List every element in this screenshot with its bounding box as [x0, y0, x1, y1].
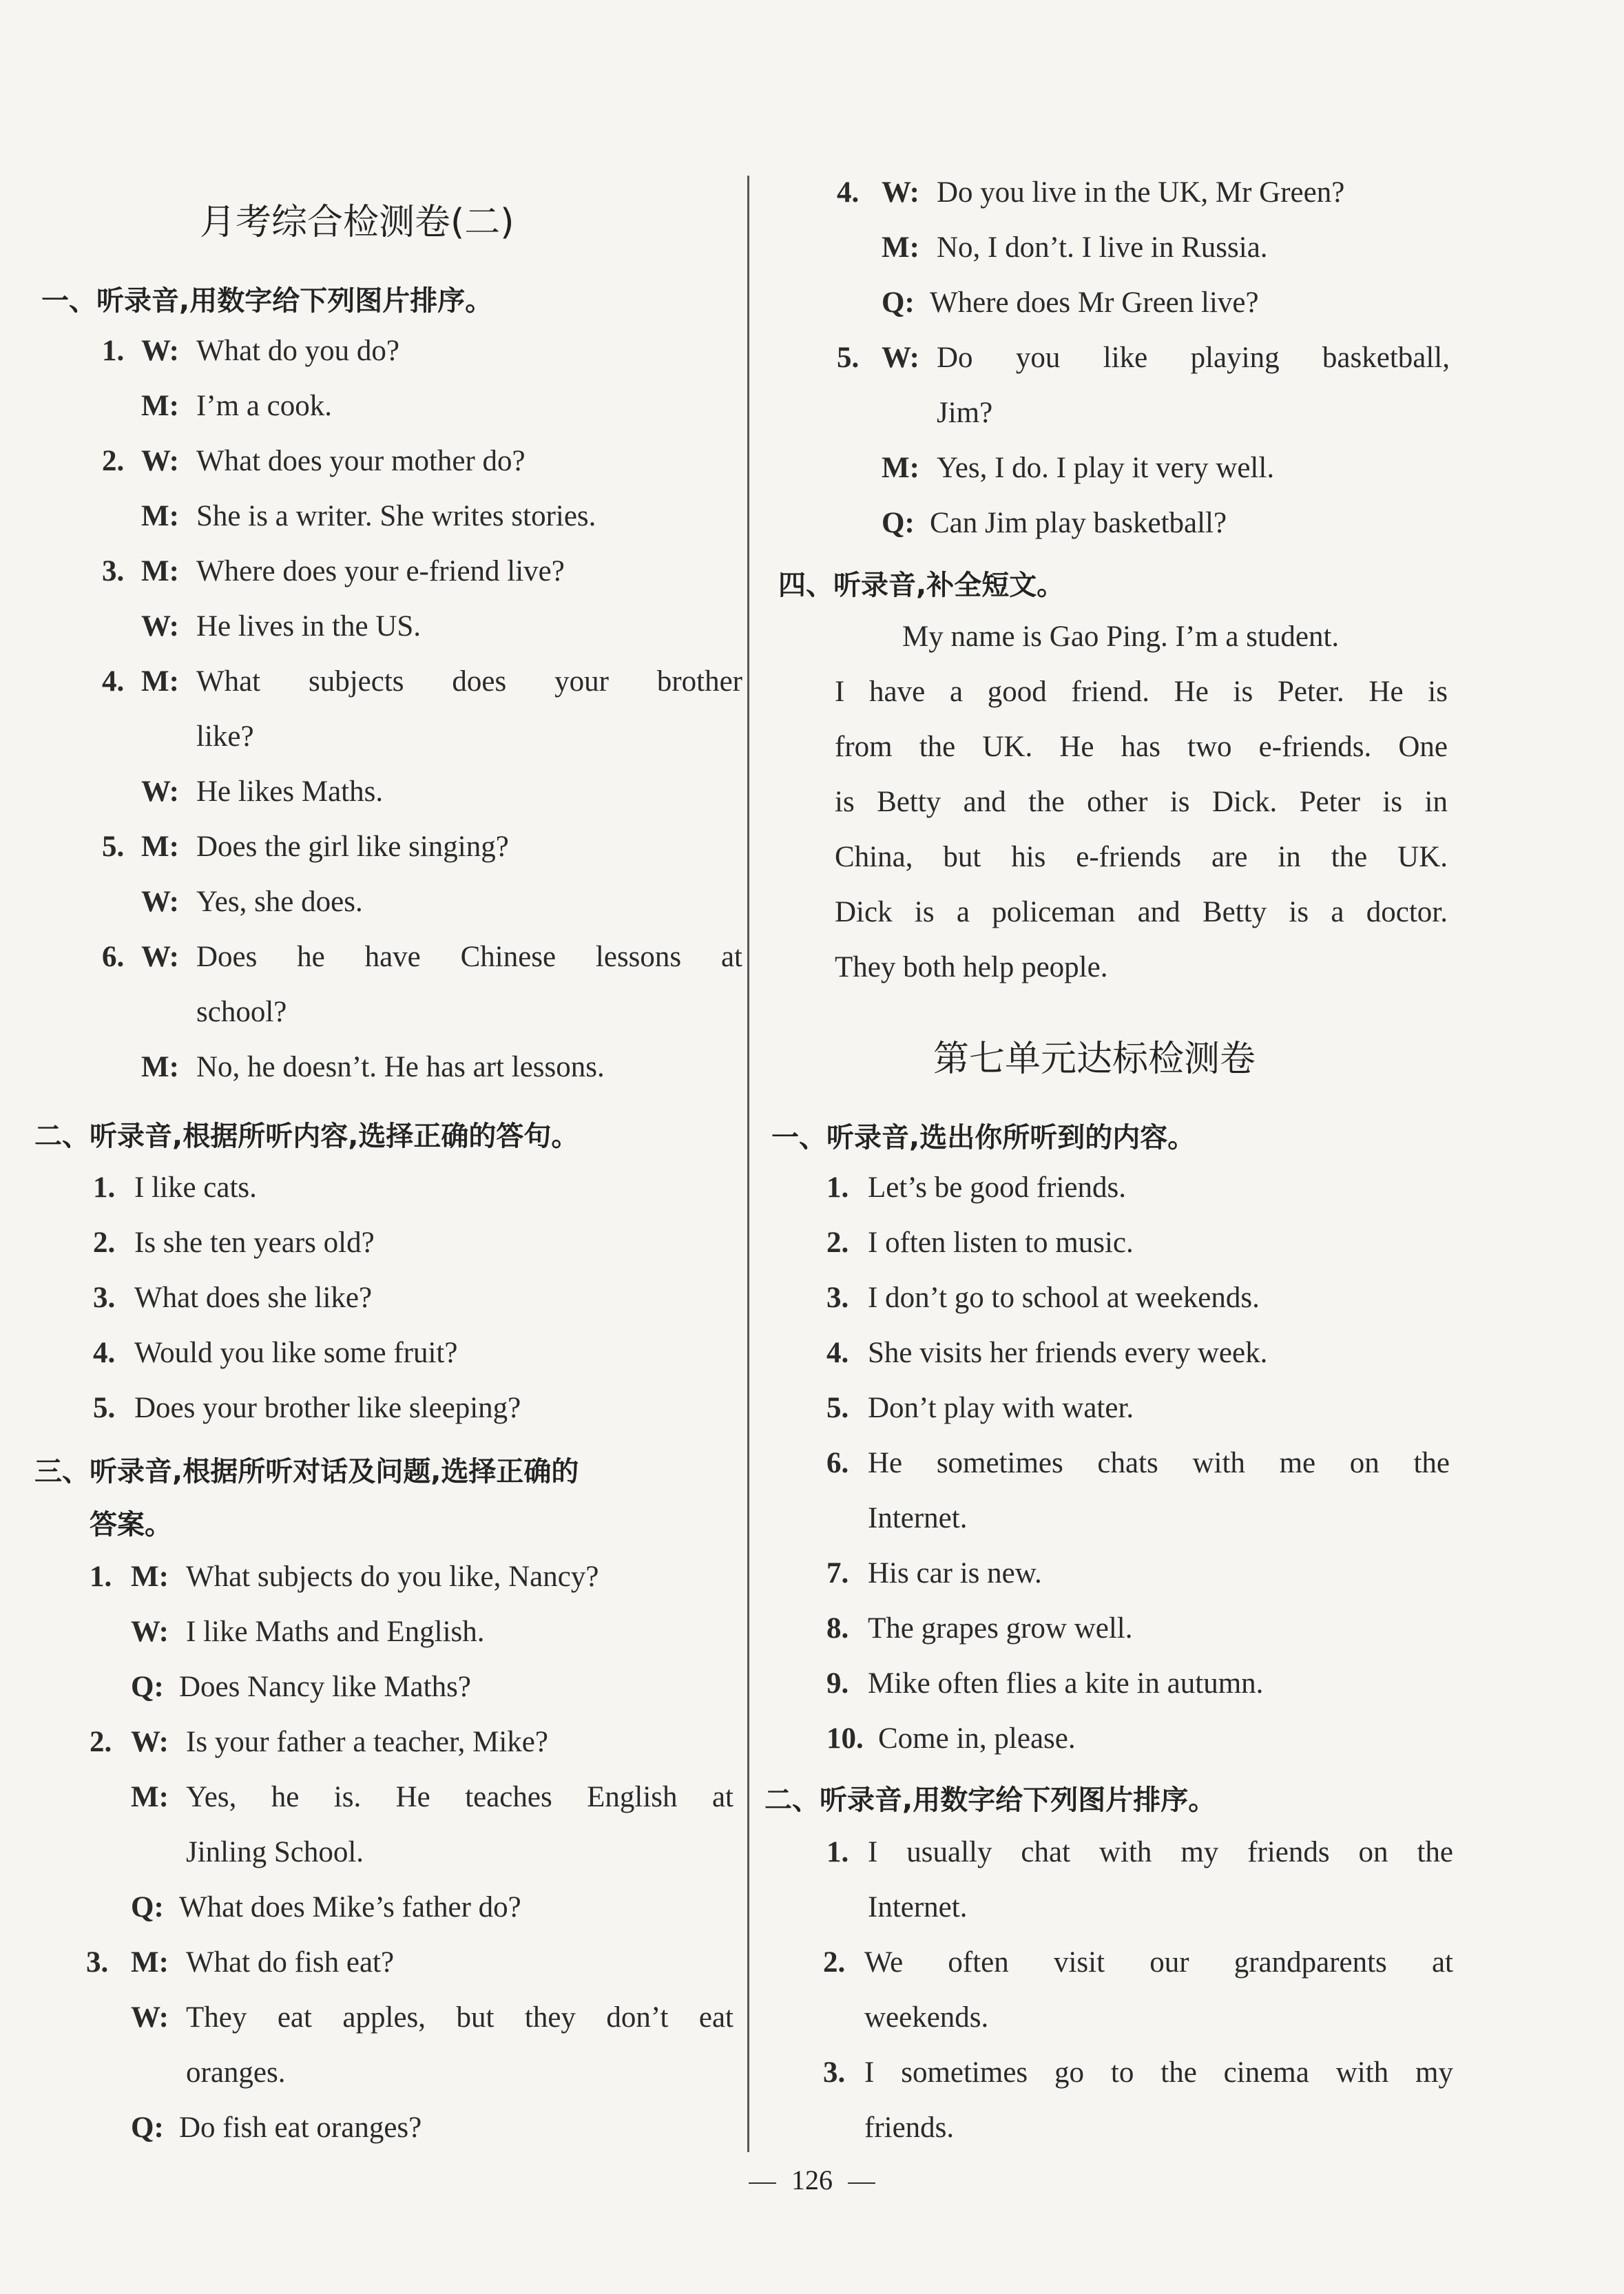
item-number: 3. — [93, 1282, 116, 1314]
dialogue-text: What does Mike’s father do? — [179, 1891, 521, 1923]
sentence-continuation: Internet. — [868, 1891, 968, 1923]
sentence-text: I often listen to music. — [868, 1227, 1134, 1259]
sentence-continuation: friends. — [864, 2111, 955, 2144]
sentence-text: Mike often flies a kite in autumn. — [868, 1667, 1264, 1700]
list-item — [823, 1946, 1453, 1979]
sentence-text: Would you like some fruit? — [134, 1337, 458, 1369]
list-item — [86, 1946, 394, 1979]
section-heading-1: 一、听录音,用数字给下列图片排序。 — [41, 285, 493, 317]
item-number: 5. — [837, 342, 860, 374]
list-item — [826, 1446, 1450, 1480]
passage-line: They both help people. — [835, 951, 1108, 983]
dialogue-text: Where does your e-friend live? — [196, 555, 565, 587]
item-number: 4. — [102, 665, 125, 698]
dialogue-text: Yes, he is. He teaches English at — [186, 1781, 733, 1813]
section-heading-2: 二、听录音,根据所听内容,选择正确的答句。 — [34, 1120, 579, 1152]
item-number: 8. — [826, 1612, 849, 1645]
passage-line: China, but his e-friends are in the UK. — [835, 841, 1448, 873]
dialogue-text: I’m a cook. — [196, 390, 333, 422]
sentence-text: He sometimes chats with me on the — [868, 1447, 1450, 1479]
item-number: 6. — [826, 1447, 849, 1479]
dialogue-text: Does Nancy like Maths? — [179, 1671, 471, 1703]
speaker-label: W: — [141, 886, 179, 918]
speaker-label: Q: — [882, 286, 915, 319]
test-title-unit7: 第七单元达标检测卷 — [933, 1039, 1256, 1080]
list-item — [93, 1226, 375, 1260]
sentence-text: We often visit our grandparents at — [864, 1946, 1453, 1979]
item-number: 2. — [102, 445, 125, 477]
sentence-text: Let’s be good friends. — [868, 1171, 1126, 1204]
sentence-text: Does your brother like sleeping? — [134, 1392, 521, 1424]
dialogue-text: He lives in the US. — [196, 610, 421, 643]
dialogue-text: What subjects does your brother — [196, 665, 742, 698]
list-item — [882, 506, 1227, 540]
sentence-text: Come in, please. — [878, 1722, 1076, 1755]
sentence-text: I sometimes go to the cinema with my — [864, 2056, 1453, 2089]
list-item — [141, 389, 332, 423]
list-item — [823, 2056, 1453, 2089]
list-item — [131, 2001, 733, 2034]
item-number: 2. — [93, 1227, 116, 1259]
list-item — [93, 1171, 257, 1205]
sentence-text: She visits her friends every week. — [868, 1337, 1268, 1369]
unit-section-heading-2: 二、听录音,用数字给下列图片排序。 — [764, 1784, 1216, 1816]
speaker-label: W: — [131, 2001, 169, 2034]
item-number: 6. — [102, 941, 125, 973]
dialogue-text: What does your mother do? — [196, 445, 525, 477]
dialogue-continuation: school? — [196, 996, 287, 1028]
list-item — [882, 231, 1268, 264]
dialogue-text: What do you do? — [196, 335, 399, 367]
item-number: 3. — [102, 555, 125, 587]
item-number: 5. — [826, 1392, 849, 1424]
page-number: 126 — [791, 2165, 833, 2196]
list-item — [141, 1050, 605, 1084]
speaker-label: M: — [131, 1781, 169, 1813]
item-number: 4. — [837, 176, 860, 209]
dialogue-text: Does the girl like singing? — [196, 831, 509, 863]
dialogue-text: Does he have Chinese lessons at — [196, 941, 742, 973]
unit-section-heading-1: 一、听录音,选出你所听到的内容。 — [771, 1122, 1196, 1154]
item-number: 7. — [826, 1557, 849, 1589]
list-item — [882, 286, 1259, 320]
list-item — [826, 1336, 1267, 1370]
dialogue-text: Do you like playing basketball, — [937, 342, 1450, 374]
item-number: 2. — [826, 1227, 849, 1259]
list-item — [131, 1780, 733, 1814]
list-item — [102, 665, 742, 698]
list-item — [131, 1615, 485, 1649]
section-heading-3: 三、听录音,根据所听对话及问题,选择正确的 — [34, 1456, 579, 1488]
speaker-label: M: — [882, 231, 919, 264]
speaker-label: W: — [141, 610, 179, 643]
speaker-label: M: — [141, 1051, 179, 1083]
dialogue-text: No, I don’t. I live in Russia. — [937, 231, 1268, 264]
column-divider — [747, 176, 749, 2152]
item-number: 1. — [826, 1171, 849, 1204]
dialogue-text: I like Maths and English. — [186, 1616, 485, 1648]
speaker-label: Q: — [131, 1671, 164, 1703]
list-item — [90, 1560, 598, 1594]
item-number: 1. — [90, 1561, 112, 1593]
list-item — [93, 1336, 457, 1370]
dialogue-continuation: Jinling School. — [186, 1836, 364, 1868]
list-item — [826, 1612, 1132, 1645]
sentence-text: The grapes grow well. — [868, 1612, 1133, 1645]
speaker-label: M: — [141, 500, 179, 532]
list-item — [102, 554, 565, 588]
speaker-label: W: — [141, 775, 179, 808]
speaker-label: Q: — [131, 1891, 164, 1923]
item-number: 9. — [826, 1667, 849, 1700]
passage-line: is Betty and the other is Dick. Peter is in — [835, 786, 1448, 818]
sentence-text: What does she like? — [134, 1282, 373, 1314]
list-item — [131, 1670, 471, 1704]
item-number: 2. — [823, 1946, 846, 1979]
speaker-label: W: — [131, 1726, 169, 1758]
sentence-text: Don’t play with water. — [868, 1392, 1134, 1424]
speaker-label: M: — [882, 452, 919, 484]
passage-line: My name is Gao Ping. I’m a student. — [902, 621, 1340, 653]
passage-line: Dick is a policeman and Betty is a doctor. — [835, 896, 1448, 928]
dialogue-text: Is your father a teacher, Mike? — [186, 1726, 548, 1758]
test-title-monthly: 月考综合检测卷(二) — [200, 202, 514, 243]
list-item — [102, 940, 742, 974]
list-item — [826, 1667, 1263, 1700]
item-number: 10. — [826, 1722, 864, 1755]
item-number: 4. — [93, 1337, 116, 1369]
list-item — [826, 1171, 1126, 1205]
list-item — [141, 609, 421, 643]
sentence-text: I like cats. — [134, 1171, 257, 1204]
sentence-text: His car is new. — [868, 1557, 1042, 1589]
sentence-text: I don’t go to school at weekends. — [868, 1282, 1260, 1314]
footer-dash-left — [749, 2182, 776, 2184]
list-item — [141, 885, 363, 919]
list-item — [93, 1391, 521, 1425]
dialogue-text: Yes, I do. I play it very well. — [937, 452, 1275, 484]
list-item — [102, 334, 399, 368]
item-number: 1. — [93, 1171, 116, 1204]
section-heading-3-continuation: 答案。 — [90, 1509, 172, 1541]
list-item — [826, 1281, 1260, 1315]
dialogue-continuation: Jim? — [937, 397, 993, 429]
speaker-label: M: — [131, 1561, 169, 1593]
list-item — [102, 444, 525, 478]
list-item — [141, 499, 596, 533]
speaker-label: W: — [131, 1616, 169, 1648]
dialogue-text: What do fish eat? — [186, 1946, 395, 1979]
item-number: 1. — [826, 1836, 849, 1868]
speaker-label: M: — [141, 555, 179, 587]
list-item — [90, 1725, 548, 1759]
speaker-label: W: — [882, 342, 919, 374]
speaker-label: W: — [141, 445, 179, 477]
dialogue-text: What subjects do you like, Nancy? — [186, 1561, 599, 1593]
dialogue-text: They eat apples, but they don’t eat — [186, 2001, 733, 2034]
sentence-text: I usually chat with my friends on the — [868, 1836, 1453, 1868]
list-item — [826, 1835, 1453, 1869]
page-footer — [0, 2164, 1624, 2196]
speaker-label: M: — [141, 390, 179, 422]
speaker-label: Q: — [882, 507, 915, 539]
speaker-label: M: — [141, 831, 179, 863]
item-number: 5. — [93, 1392, 116, 1424]
list-item — [826, 1226, 1134, 1260]
list-item — [837, 341, 1450, 375]
dialogue-continuation: like? — [196, 720, 254, 753]
passage-line: I have a good friend. He is Peter. He is — [835, 676, 1448, 708]
list-item — [882, 451, 1274, 485]
sentence-continuation: weekends. — [864, 2001, 989, 2034]
dialogue-text: He likes Maths. — [196, 775, 384, 808]
sentence-text: Is she ten years old? — [134, 1227, 375, 1259]
dialogue-text: Do fish eat oranges? — [179, 2111, 422, 2144]
section-heading-4: 四、听录音,补全短文。 — [778, 570, 1065, 601]
list-item — [131, 1890, 521, 1924]
speaker-label: W: — [141, 335, 179, 367]
dialogue-text: Yes, she does. — [196, 886, 363, 918]
list-item — [93, 1281, 372, 1315]
list-item — [141, 775, 383, 809]
speaker-label: W: — [141, 941, 179, 973]
list-item — [826, 1722, 1076, 1755]
dialogue-text: Do you live in the UK, Mr Green? — [937, 176, 1345, 209]
list-item — [837, 176, 1344, 209]
dialogue-text: No, he doesn’t. He has art lessons. — [196, 1051, 605, 1083]
list-item — [826, 1556, 1042, 1590]
speaker-label: M: — [131, 1946, 169, 1979]
list-item — [102, 830, 509, 864]
speaker-label: Q: — [131, 2111, 164, 2144]
item-number: 1. — [102, 335, 125, 367]
passage-line: from the UK. He has two e-friends. One — [835, 731, 1448, 763]
item-number: 3. — [826, 1282, 849, 1314]
speaker-label: W: — [882, 176, 919, 209]
dialogue-text: Can Jim play basketball? — [930, 507, 1227, 539]
sentence-continuation: Internet. — [868, 1502, 968, 1534]
list-item — [131, 2111, 421, 2145]
list-item — [826, 1391, 1134, 1425]
item-number: 4. — [826, 1337, 849, 1369]
footer-dash-right — [848, 2182, 875, 2184]
item-number: 5. — [102, 831, 125, 863]
dialogue-text: Where does Mr Green live? — [930, 286, 1259, 319]
item-number: 3. — [86, 1946, 109, 1979]
item-number: 2. — [90, 1726, 112, 1758]
dialogue-continuation: oranges. — [186, 2056, 286, 2089]
dialogue-text: She is a writer. She writes stories. — [196, 500, 596, 532]
speaker-label: M: — [141, 665, 179, 698]
item-number: 3. — [823, 2056, 846, 2089]
